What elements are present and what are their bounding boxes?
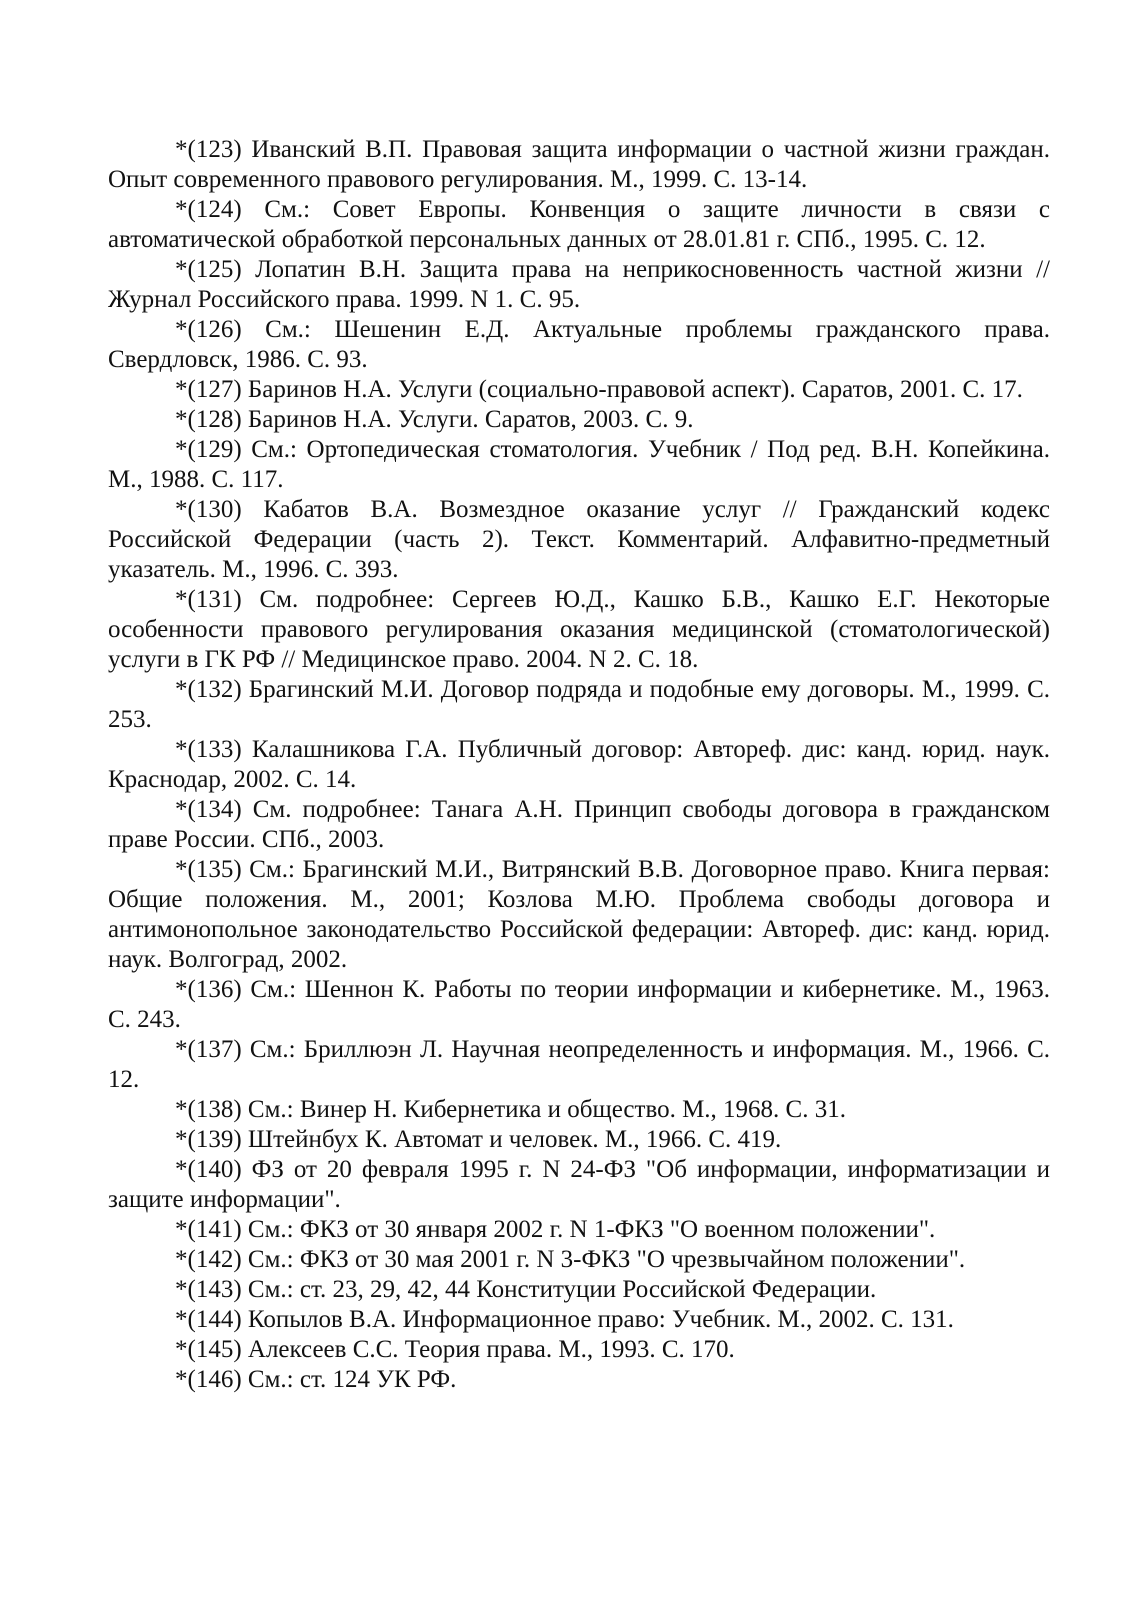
footnote-128: *(128) Баринов Н.А. Услуги. Саратов, 2003. С. 9. (175, 406, 694, 433)
footnote-136: *(136) См.: Шеннон К. Работы по теории информации и кибернетике. М., 1963. С. 243. (108, 976, 1050, 1033)
footnotes-page (108, 135, 1050, 1395)
footnote-142: *(142) См.: ФКЗ от 30 мая 2001 г. N 3-ФКЗ "О чрезвычайном положении". (175, 1246, 966, 1273)
footnote-139: *(139) Штейнбух К. Автомат и человек. М., 1966. С. 419. (175, 1126, 782, 1153)
footnote-127: *(127) Баринов Н.А. Услуги (социально-правовой аспект). Саратов, 2001. С. 17. (175, 376, 1023, 403)
footnote-144: *(144) Копылов В.А. Информационное право: Учебник. М., 2002. С. 131. (175, 1306, 954, 1333)
footnote-145: *(145) Алексеев С.С. Теория права. М., 1993. С. 170. (175, 1336, 735, 1363)
footnote-126: *(126) См.: Шешенин Е.Д. Актуальные проблемы гражданского права. Свердловск, 1986. С. 93. (108, 316, 1050, 373)
footnote-138: *(138) См.: Винер Н. Кибернетика и общество. М., 1968. С. 31. (175, 1096, 846, 1123)
footnote-140: *(140) ФЗ от 20 февраля 1995 г. N 24-ФЗ "Об информации, информатизации и защите информации". (108, 1156, 1050, 1213)
footnote-125: *(125) Лопатин В.Н. Защита права на неприкосновенность частной жизни // Журнал Российского права. 1999. N 1. С. 95. (108, 256, 1050, 313)
footnote-124: *(124) См.: Совет Европы. Конвенция о защите личности в связи с автоматической обработкой персональных данных от 28.01.81 г. СПб., 1995. С. 12. (108, 196, 1050, 253)
footnote-135: *(135) См.: Брагинский М.И., Витрянский В.В. Договорное право. Книга первая: Общие положения. М., 2001; Козлова М.Ю. Проблема свободы договора и антимонопольное законодательство Российской федерации: Автореф. дис: канд. юрид. наук. Волгоград, 2002. (108, 856, 1050, 973)
footnote-143: *(143) См.: ст. 23, 29, 42, 44 Конституции Российской Федерации. (175, 1276, 877, 1303)
footnote-131: *(131) См. подробнее: Сергеев Ю.Д., Кашко Б.В., Кашко Е.Г. Некоторые особенности правового регулирования оказания медицинской (стоматологической) услуги в ГК РФ // Медицинское право. 2004. N 2. С. 18. (108, 586, 1050, 673)
footnote-134: *(134) См. подробнее: Танага А.Н. Принцип свободы договора в гражданском праве России. СПб., 2003. (108, 796, 1050, 853)
footnote-133: *(133) Калашникова Г.А. Публичный договор: Автореф. дис: канд. юрид. наук. Краснодар, 2002. С. 14. (108, 736, 1050, 793)
footnote-129: *(129) См.: Ортопедическая стоматология. Учебник / Под ред. В.Н. Копейкина. М., 1988. С. 117. (108, 436, 1050, 493)
footnote-132: *(132) Брагинский М.И. Договор подряда и подобные ему договоры. М., 1999. С. 253. (108, 676, 1050, 733)
footnote-141: *(141) См.: ФКЗ от 30 января 2002 г. N 1-ФКЗ "О военном положении". (175, 1216, 936, 1243)
footnote-130: *(130) Кабатов В.А. Возмездное оказание услуг // Гражданский кодекс Российской Федерации (часть 2). Текст. Комментарий. Алфавитно-предметный указатель. М., 1996. С. 393. (108, 496, 1050, 583)
footnote-137: *(137) См.: Бриллюэн Л. Научная неопределенность и информация. М., 1966. С. 12. (108, 1036, 1050, 1093)
footnote-146: *(146) См.: ст. 124 УК РФ. (175, 1366, 457, 1393)
footnote-123: *(123) Иванский В.П. Правовая защита информации о частной жизни граждан. Опыт современного правового регулирования. М., 1999. С. 13-14. (108, 136, 1050, 193)
